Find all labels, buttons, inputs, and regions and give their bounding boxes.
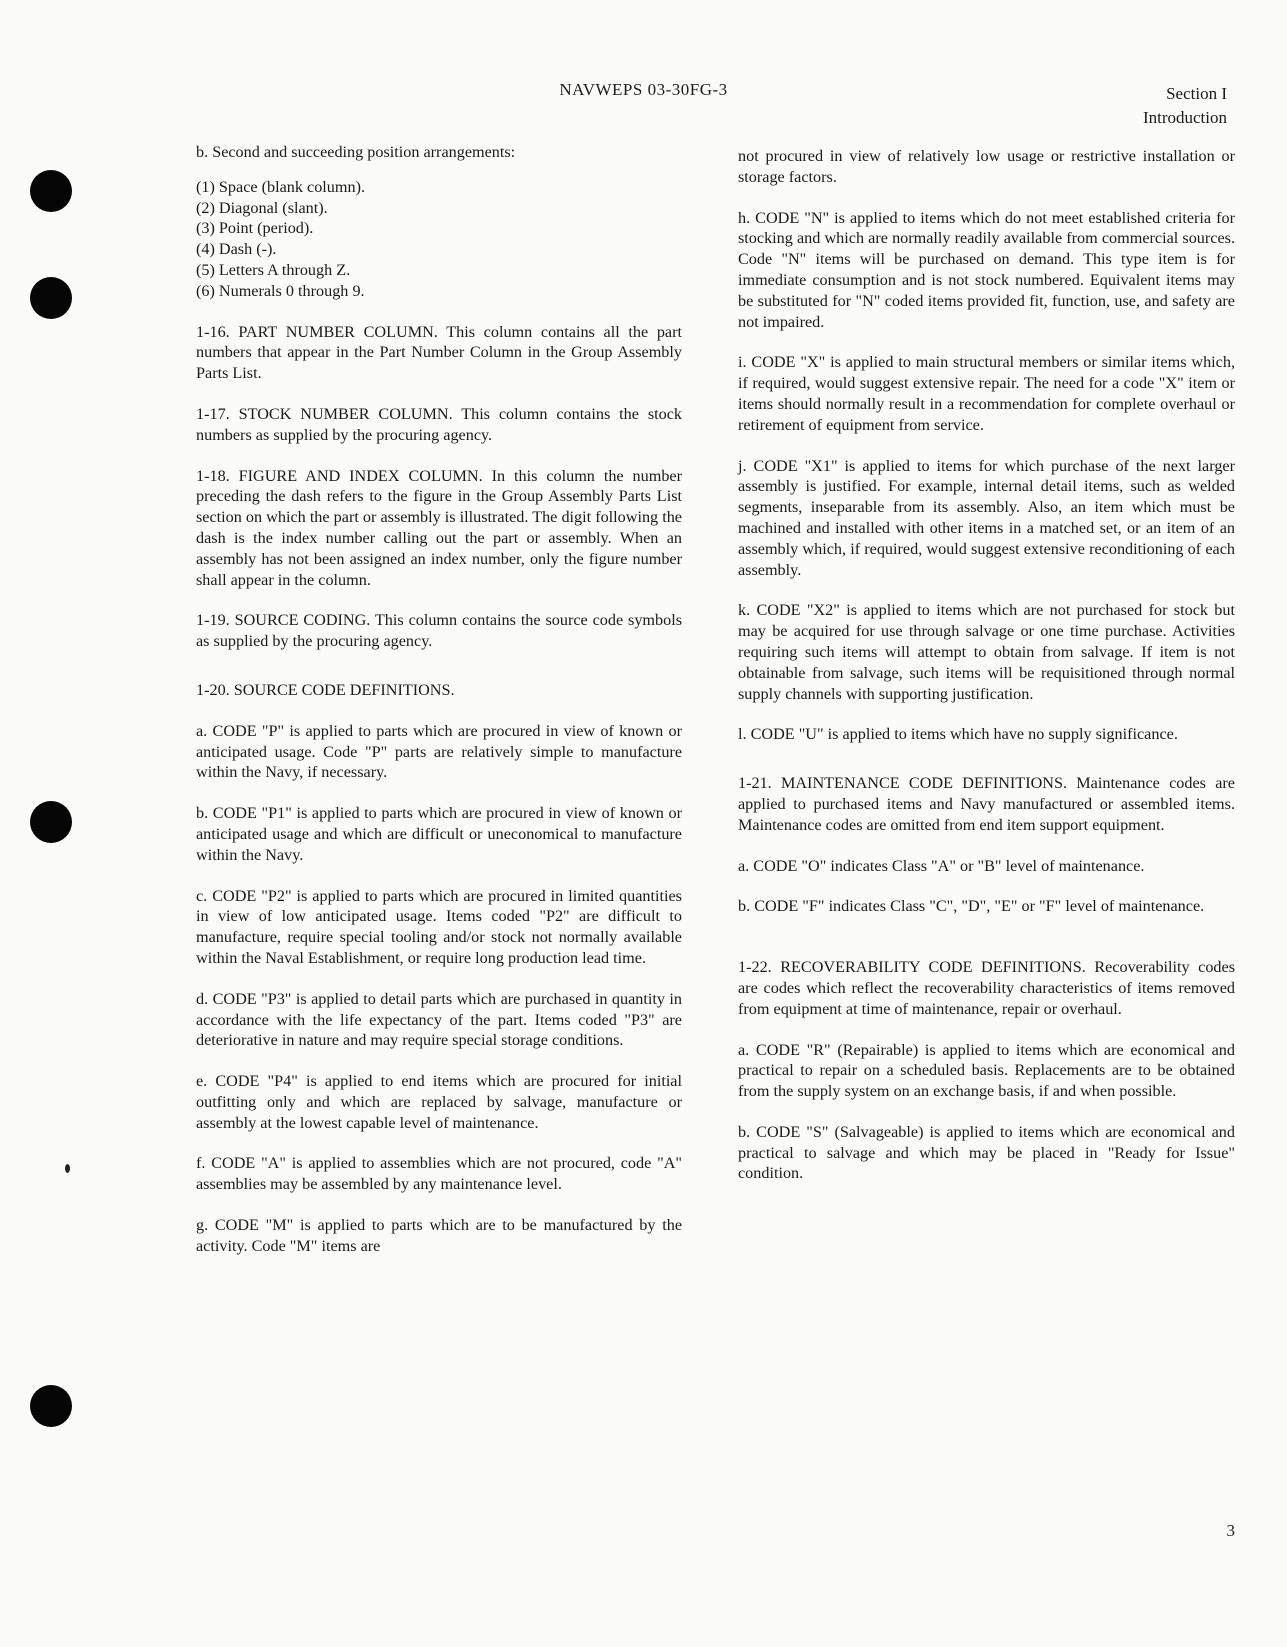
- list-item: (6) Numerals 0 through 9.: [196, 281, 365, 300]
- code-p1: b. CODE "P1" is applied to parts which are procured in view of known or anticipated usage and which are difficult or uneconomical to manufacture within the Navy.: [196, 804, 682, 864]
- code-p4: e. CODE "P4" is applied to end items which are procured for initial outfitting only and which are replaced by salvage, manufacture or assembly at the lowest capable level of maintenance.: [196, 1072, 682, 1132]
- list-item: (1) Space (blank column).: [196, 177, 366, 196]
- section-label: Section I: [1166, 84, 1227, 103]
- section-title: Introduction: [1142, 108, 1227, 127]
- code-f: b. CODE "F" indicates Class "C", "D", "E" or "F" level of maintenance.: [738, 897, 1205, 916]
- paragraph-1-16: 1-16. PART NUMBER COLUMN. This column contains all the part numbers that appear in the Part Number Column in the Group Assembly Parts List.: [196, 322, 682, 383]
- list-item: (2) Diagonal (slant).: [196, 198, 328, 217]
- paragraph-1-20: 1-20. SOURCE CODE DEFINITIONS.: [196, 680, 455, 699]
- code-m-continued: not procured in view of relatively low usage or restrictive installation or storage factors.: [738, 147, 1235, 186]
- binder-hole: [30, 277, 72, 319]
- paragraph-1-19: 1-19. SOURCE CODING. This column contains the source code symbols as supplied by the procuring agency.: [196, 611, 682, 651]
- code-o: a. CODE "O" indicates Class "A" or "B" level of maintenance.: [738, 856, 1145, 875]
- document-number: NAVWEPS 03-30FG-3: [559, 80, 728, 99]
- code-m: g. CODE "M" is applied to parts which are to be manufactured by the activity. Code "M" items are: [196, 1216, 682, 1255]
- code-s: b. CODE "S" (Salvageable) is applied to items which are economical and practical to salvage and which may be placed in "Ready for Issue" condition.: [738, 1122, 1235, 1183]
- code-r: a. CODE "R" (Repairable) is applied to items which are economical and practical to repair on a scheduled basis. Replacements are to be obtained from the supply system on an exchange basis, if and when possible.: [738, 1040, 1235, 1101]
- paragraph-1-21: 1-21. MAINTENANCE CODE DEFINITIONS. Maintenance codes are applied to purchased items and Navy manufactured or assembled items. Maintenance codes are omitted from end item support equipment.: [738, 774, 1235, 834]
- list-item: (5) Letters A through Z.: [196, 260, 351, 279]
- paragraph-1-22: 1-22. RECOVERABILITY CODE DEFINITIONS. Recoverability codes are codes which reflect the recoverability characteristics of items removed from equipment at time of maintenance, repair or overhaul.: [738, 958, 1235, 1018]
- code-p: a. CODE "P" is applied to parts which are procured in view of known or anticipated usage. Code "P" parts are relatively simple to manufacture within the Navy, if necessary.: [196, 721, 682, 782]
- code-x1: j. CODE "X1" is applied to items for which purchase of the next larger assembly is justified. For example, internal detail items, such as welded segments, inseparable from its assembly. Also, an item which must be machined and installed with other items in a matched set, or an item of an assembly which, if required, would suggest extensive reconditioning of each assembly.: [738, 456, 1235, 579]
- left-column: [196, 142, 682, 1277]
- section-heading: [1143, 82, 1227, 130]
- code-x2: k. CODE "X2" is applied to items which are not purchased for stock but may be acquired for use through salvage or one time purchase. Activities requiring such items will attempt to obtain from salvage. If item is not obtainable from salvage, such items will be requisitioned through normal supply channels with supporting justification.: [738, 601, 1235, 703]
- code-x: i. CODE "X" is applied to main structural members or similar items which, if required, would suggest extensive repair. The need for a code "X" item or items should normally result in a recommendation for complete overhaul or retirement of equipment from service.: [738, 353, 1235, 434]
- list-item: (3) Point (period).: [196, 219, 314, 238]
- binder-hole: [30, 801, 72, 843]
- code-p2: c. CODE "P2" is applied to parts which are procured in limited quantities in view of low anticipated usage. Items coded "P2" are difficult to manufacture, require special tooling and/or stock not normally available within the Naval Establishment, or require long production lead time.: [196, 886, 682, 967]
- code-p3: d. CODE "P3" is applied to detail parts which are purchased in quantity in accordance with the life expectancy of the part. Items coded "P3" are deteriorative in nature and may require special storage conditions.: [196, 989, 682, 1050]
- paragraph-1-18: 1-18. FIGURE AND INDEX COLUMN. In this column the number preceding the dash refers to the figure in the Group Assembly Parts List section on which the part or assembly is illustrated. The digit following the dash is the index number calling out the part or assembly. When an assembly has not been assigned an index number, only the figure number shall appear in the column.: [196, 466, 682, 589]
- binder-hole: [30, 170, 72, 212]
- binder-hole: [30, 1385, 72, 1427]
- code-a: f. CODE "A" is applied to assemblies which are not procured, code "A" assemblies may be assembled by any maintenance level.: [196, 1154, 682, 1194]
- list-item: (4) Dash (-).: [196, 240, 277, 259]
- page-number: 3: [1226, 1521, 1235, 1540]
- right-column: [738, 146, 1235, 1204]
- arrangements-list: [196, 177, 682, 302]
- paragraph-1-17: 1-17. STOCK NUMBER COLUMN. This column contains the stock numbers as supplied by the procuring agency.: [196, 404, 682, 444]
- code-n: h. CODE "N" is applied to items which do not meet established criteria for stocking and which are normally readily available from commercial sources. Code "N" items will be purchased on demand. This type item is for immediate consumption and is not stock numbered. Equivalent items may be substituted for "N" coded items provided fit, function, use, and safety are not impaired.: [738, 208, 1235, 331]
- arrangements-intro: b. Second and succeeding position arrangements:: [196, 143, 516, 161]
- code-u: l. CODE "U" is applied to items which have no supply significance.: [738, 725, 1178, 744]
- scan-speck: [65, 1164, 70, 1173]
